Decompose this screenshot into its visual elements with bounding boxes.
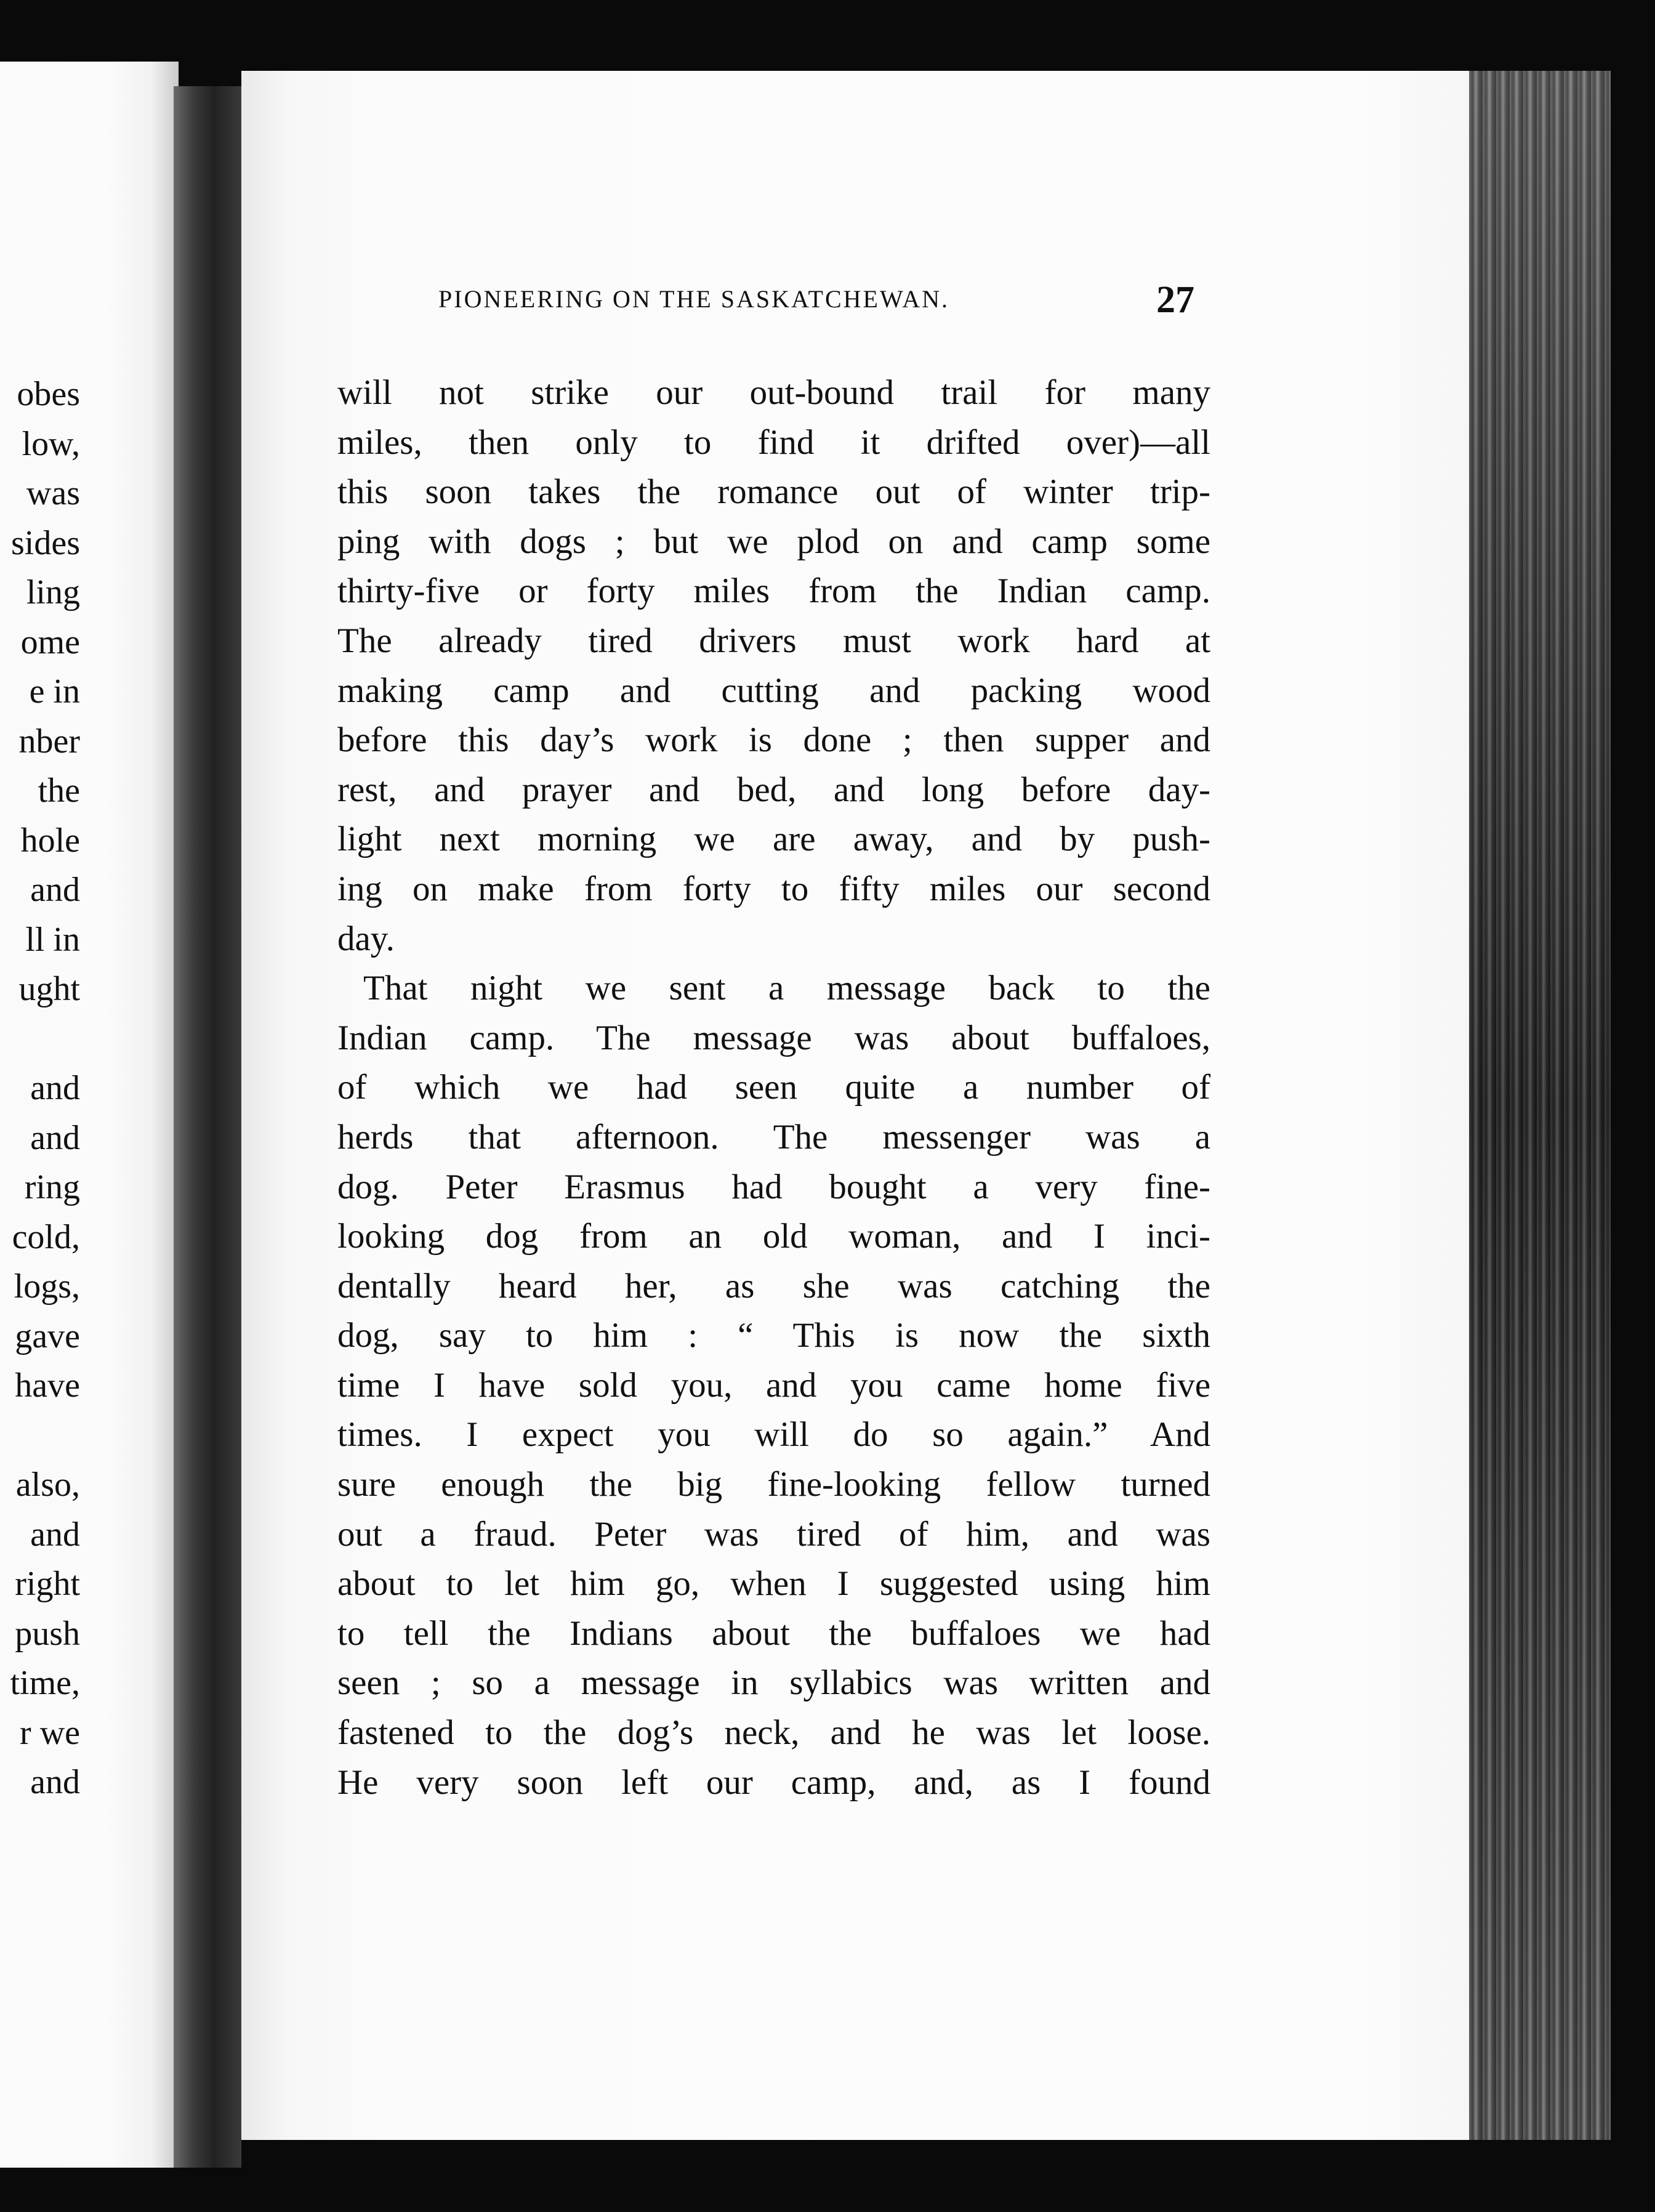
text-line: before this day’s work is done ; then supper and [337,721,1210,760]
text-line: He very soon left our camp, and, as I found [337,1762,1210,1802]
running-head: PIONEERING ON THE SASKATCHEWAN. [438,285,950,313]
facing-line: and [30,871,80,909]
facing-line: have [15,1366,80,1405]
text-line: to tell the Indians about the buffaloes we had [337,1613,1210,1653]
text-line: rest, and prayer and bed, and long before day- [337,770,1210,809]
text-line: ing on make from forty to fifty miles our second [337,869,1210,908]
text-line: time I have sold you, and you came home five [337,1365,1210,1405]
book-gutter-shadow [174,86,241,2168]
text-line: seen ; so a message in syllabics was written and [337,1663,1210,1703]
text-line: herds that afternoon. The messenger was a [337,1117,1210,1156]
text-line: ping with dogs ; but we plod on and camp some [337,522,1210,561]
facing-page-text [0,369,80,1807]
facing-line: the [38,772,80,810]
body-text [337,368,1210,1807]
text-line: The already tired drivers must work hard at [337,621,1210,660]
text-line: light next morning we are away, and by push- [337,820,1210,859]
facing-line: cold, [12,1217,80,1256]
facing-line: ome [20,623,80,661]
facing-line: right [15,1565,80,1603]
facing-line: sides [11,523,80,562]
facing-line: r we [20,1713,80,1752]
text-line: about to let him go, when I suggested using him [337,1564,1210,1604]
facing-line [0,1411,80,1461]
facing-line: also, [15,1466,80,1504]
facing-line: and [30,1118,80,1157]
facing-line: time, [10,1664,80,1702]
facing-line: obes [17,375,80,413]
text-line: dog, say to him : “ This is now the sixth [337,1316,1210,1355]
facing-line: ling [26,573,80,612]
text-line: of which we had seen quite a number of [337,1068,1210,1107]
page-number: 27 [1156,279,1194,321]
text-line: miles, then only to find it drifted over)—all [337,422,1210,462]
text-line: That night we sent a message back to the [363,969,1210,1008]
text-line: will not strike our out-bound trail for many [337,373,1210,412]
text-line: Indian camp. The message was about buffaloes, [337,1018,1210,1057]
text-line: out a fraud. Peter was tired of him, and was [337,1514,1210,1554]
text-line: times. I expect you will do so again.” And [337,1415,1210,1455]
text-line: this soon takes the romance out of winter trip- [337,472,1210,512]
text-line: making camp and cutting and packing wood [337,671,1210,710]
facing-line: nber [18,722,80,761]
text-line: day. [337,919,395,958]
facing-line: and [30,1069,80,1107]
text-line: looking dog from an old woman, and I inci- [337,1217,1210,1256]
text-line: dentally heard her, as she was catching the [337,1266,1210,1306]
facing-line: ught [18,970,80,1008]
facing-line [0,1014,80,1064]
text-line: thirty-five or forty miles from the Indian camp. [337,571,1210,611]
facing-line: e in [29,672,80,711]
facing-line: and [30,1763,80,1801]
facing-line: ring [24,1168,80,1206]
facing-line: gave [15,1317,80,1355]
facing-line: push [15,1614,80,1653]
facing-line: low, [22,424,80,463]
facing-line: ll in [25,920,80,959]
facing-line: hole [20,821,80,860]
text-line: sure enough the big fine-looking fellow turned [337,1465,1210,1504]
facing-line: and [30,1515,80,1554]
text-line: fastened to the dog’s neck, and he was let loose. [337,1713,1210,1753]
page-edges [1469,71,1611,2140]
facing-line: was [26,474,80,512]
facing-line: logs, [14,1267,80,1306]
text-line: dog. Peter Erasmus had bought a very fine- [337,1167,1210,1206]
